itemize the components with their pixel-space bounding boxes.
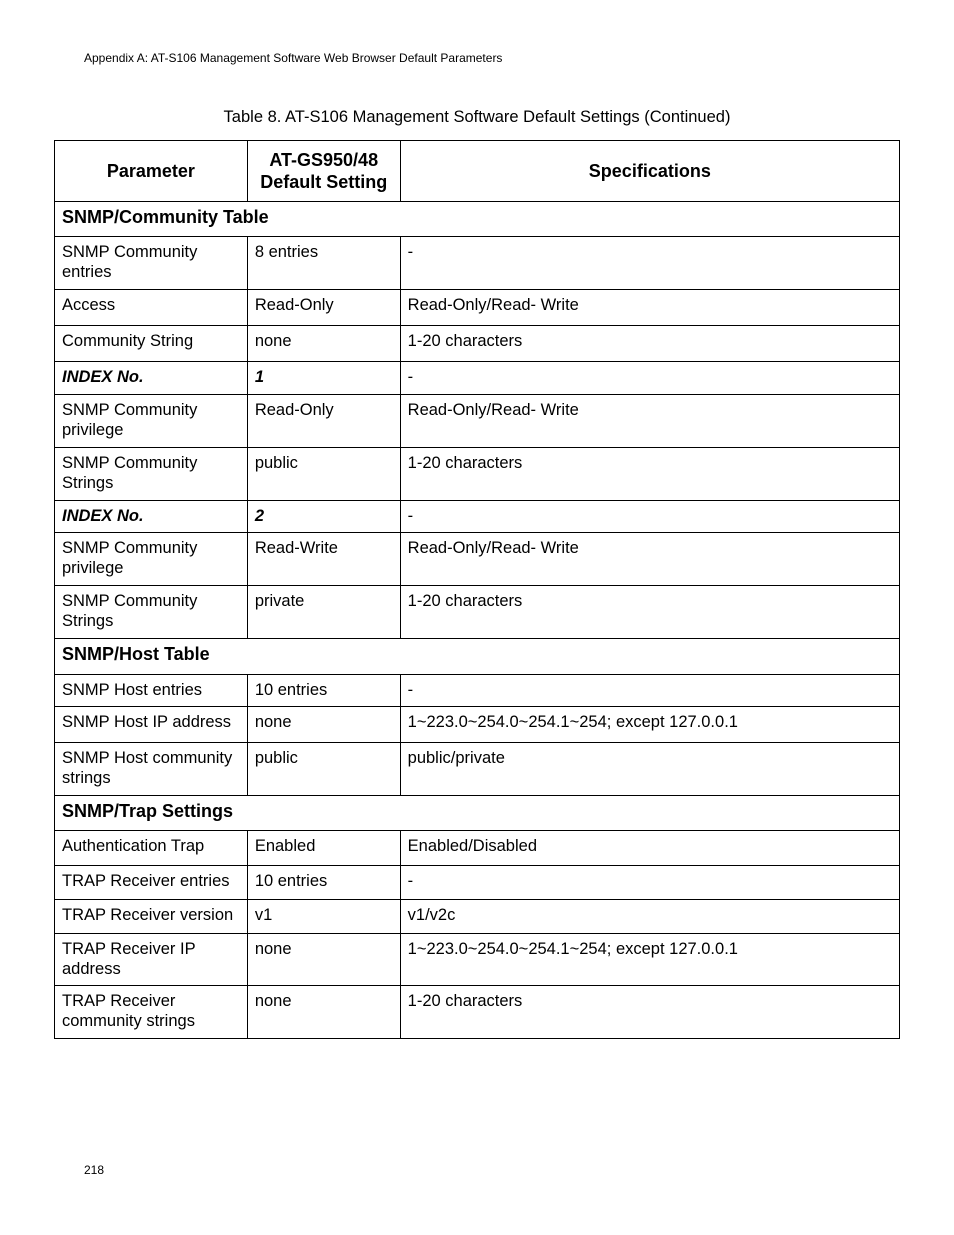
parameter-cell: SNMP Community privilege <box>55 395 248 448</box>
section-title: SNMP/Community Table <box>55 202 900 237</box>
table-row <box>55 395 900 448</box>
table-row <box>55 533 900 586</box>
table-row <box>55 362 900 395</box>
default-cell: none <box>247 986 400 1039</box>
spec-cell: v1/v2c <box>400 900 899 934</box>
table-header-row <box>55 141 900 202</box>
table-row <box>55 831 900 866</box>
spec-cell: Read-Only/Read- Write <box>400 395 899 448</box>
default-cell: Enabled <box>247 831 400 866</box>
parameter-cell: SNMP Community Strings <box>55 448 248 501</box>
spec-cell: - <box>400 866 899 900</box>
parameter-cell: TRAP Receiver version <box>55 900 248 934</box>
spec-cell: - <box>400 501 899 533</box>
spec-cell: 1~223.0~254.0~254.1~254; except 127.0.0.1 <box>400 934 899 986</box>
parameter-cell: INDEX No. <box>55 501 248 533</box>
spec-cell: - <box>400 362 899 395</box>
section-row <box>55 202 900 237</box>
spec-cell: Read-Only/Read- Write <box>400 290 899 326</box>
section-row <box>55 796 900 831</box>
spec-cell: - <box>400 675 899 707</box>
default-cell: public <box>247 743 400 796</box>
section-title: SNMP/Host Table <box>55 639 900 675</box>
default-cell: 10 entries <box>247 675 400 707</box>
table-row <box>55 326 900 362</box>
spec-cell: Read-Only/Read- Write <box>400 533 899 586</box>
section-title: SNMP/Trap Settings <box>55 796 900 831</box>
parameter-cell: SNMP Host community strings <box>55 743 248 796</box>
table-row <box>55 675 900 707</box>
spec-cell: 1-20 characters <box>400 448 899 501</box>
default-cell: 2 <box>247 501 400 533</box>
spec-cell: Enabled/Disabled <box>400 831 899 866</box>
spec-cell: 1~223.0~254.0~254.1~254; except 127.0.0.1 <box>400 707 899 743</box>
parameter-cell: TRAP Receiver community strings <box>55 986 248 1039</box>
parameter-cell: Access <box>55 290 248 326</box>
spec-cell: - <box>400 237 899 290</box>
table-caption: Table 8. AT-S106 Management Software Default Settings (Continued) <box>223 108 731 126</box>
default-cell: none <box>247 707 400 743</box>
section-row <box>55 639 900 675</box>
default-cell: v1 <box>247 900 400 934</box>
table-row <box>55 866 900 900</box>
default-cell: public <box>247 448 400 501</box>
default-cell: none <box>247 326 400 362</box>
running-header: Appendix A: AT-S106 Management Software Web Browser Default Parameters <box>84 51 503 65</box>
parameter-cell: TRAP Receiver entries <box>55 866 248 900</box>
table-row <box>55 900 900 934</box>
table-row <box>55 743 900 796</box>
default-cell: private <box>247 586 400 639</box>
table-row <box>55 934 900 986</box>
page-number: 218 <box>84 1163 105 1177</box>
parameter-cell: SNMP Host IP address <box>55 707 248 743</box>
default-cell: Read-Write <box>247 533 400 586</box>
column-header-specifications: Specifications <box>400 141 899 202</box>
default-cell: none <box>247 934 400 986</box>
default-cell: 1 <box>247 362 400 395</box>
parameter-cell: INDEX No. <box>55 362 248 395</box>
default-cell: 10 entries <box>247 866 400 900</box>
parameter-cell: SNMP Community privilege <box>55 533 248 586</box>
parameter-cell: SNMP Community entries <box>55 237 248 290</box>
table-row <box>55 986 900 1039</box>
spec-cell: public/private <box>400 743 899 796</box>
parameter-cell: SNMP Host entries <box>55 675 248 707</box>
table-row <box>55 707 900 743</box>
default-settings-table <box>54 140 900 1039</box>
parameter-cell: TRAP Receiver IP address <box>55 934 248 986</box>
default-cell: Read-Only <box>247 395 400 448</box>
table-row <box>55 237 900 290</box>
parameter-cell: Community String <box>55 326 248 362</box>
table-row <box>55 448 900 501</box>
column-header-default-setting: AT-GS950/48 Default Setting <box>247 141 400 202</box>
spec-cell: 1-20 characters <box>400 586 899 639</box>
table-row <box>55 586 900 639</box>
table-row <box>55 290 900 326</box>
default-cell: 8 entries <box>247 237 400 290</box>
spec-cell: 1-20 characters <box>400 326 899 362</box>
column-header-parameter: Parameter <box>55 141 248 202</box>
default-cell: Read-Only <box>247 290 400 326</box>
parameter-cell: Authentication Trap <box>55 831 248 866</box>
parameter-cell: SNMP Community Strings <box>55 586 248 639</box>
spec-cell: 1-20 characters <box>400 986 899 1039</box>
table-row <box>55 501 900 533</box>
